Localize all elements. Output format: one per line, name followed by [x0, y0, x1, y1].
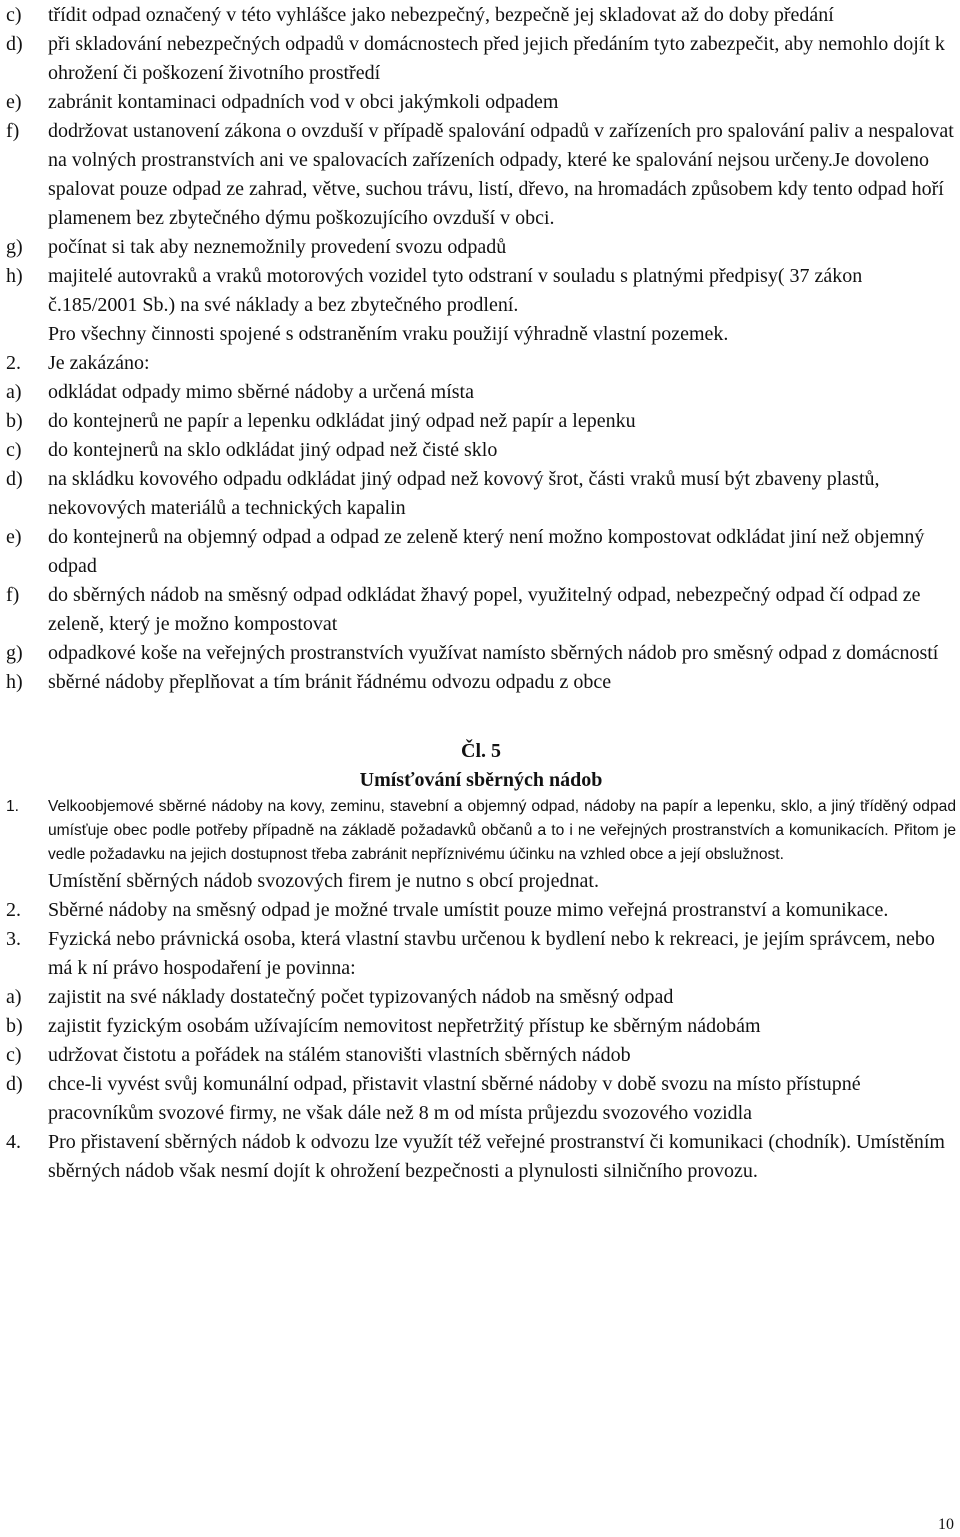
item-text: odkládat odpady mimo sběrné nádoby a určená místa — [48, 381, 474, 403]
list-item — [6, 668, 956, 697]
paragraph-text: Velkoobjemové sběrné nádoby na kovy, zeminu, stavební a objemný odpad, nádoby na papír a lepenku, sklo, a jiný tříděný odpad umísťuje obec podle potřeby případně na základě požadavků občanů a to i ne veřejných prostranstvích a komunikacích. Přitom je vedle požadavku na jejich dostupnost třeba zabránit nepříznivému účinku na vzhled obce a její obslužnost. — [48, 798, 956, 863]
paragraph-label: 3. — [6, 928, 21, 950]
item-text: zabránit kontaminaci odpadních vod v obci jakýmkoli odpadem — [48, 91, 559, 113]
article-title: Umísťování sběrných nádob — [359, 769, 603, 791]
item-label: c) — [6, 1044, 22, 1066]
paragraph-label: 1. — [6, 798, 20, 815]
item-label: e) — [6, 91, 22, 113]
item-text: třídit odpad označený v této vyhlášce jako nebezpečný, bezpečně jej skladovat až do doby předání — [48, 4, 834, 26]
list-item — [6, 1070, 956, 1128]
list-item — [6, 233, 956, 262]
item-text: zajistit fyzickým osobám užívajícím nemovitost nepřetržitý přístup ke sběrným nádobám — [48, 1015, 761, 1037]
item-label: h) — [6, 671, 23, 693]
list-item — [6, 378, 956, 407]
paragraph-text: Pro přistavení sběrných nádob k odvozu lze využít též veřejné prostranství či komunikaci (chodník). Umístěním sběrných nádob však nesmí dojít k ohrožení bezpečnosti a plynulosti silničního provozu. — [48, 1131, 945, 1182]
list-item — [6, 407, 956, 436]
item-text: do kontejnerů na sklo odkládat jiný odpad než čisté sklo — [48, 439, 498, 461]
forbidden-heading — [6, 349, 956, 378]
list-item — [6, 1012, 956, 1041]
item-label: e) — [6, 526, 22, 548]
list-item — [6, 1, 956, 30]
paragraph-1 — [6, 795, 956, 867]
item-text: do kontejnerů na objemný odpad a odpad ze zeleně který není možno kompostovat odkládat jiní než objemný odpad — [48, 526, 925, 577]
item-label: c) — [6, 439, 22, 461]
forbidden-title: Je zakázáno: — [48, 352, 150, 374]
paragraph-4 — [6, 1128, 956, 1186]
document-page — [6, 1, 956, 1186]
list-item — [6, 983, 956, 1012]
article-number: Čl. 5 — [461, 740, 501, 762]
item-text: do kontejnerů ne papír a lepenku odkládat jiný odpad než papír a lepenku — [48, 410, 636, 432]
item-text: udržovat čistotu a pořádek na stálém stanovišti vlastních sběrných nádob — [48, 1044, 631, 1066]
list-item — [6, 262, 956, 320]
paragraph-text: Sběrné nádoby na směsný odpad je možné trvale umístit pouze mimo veřejná prostranství a komunikace. — [48, 899, 889, 921]
item-text: chce-li vyvést svůj komunální odpad, přistavit vlastní sběrné nádoby v době svozu na místo přístupné pracovníkům svozové firmy, ne však dále než 8 m od místa průjezdu svozového vozidla — [48, 1073, 861, 1124]
list-item — [6, 88, 956, 117]
item-text: odpadkové koše na veřejných prostranstvích využívat namísto sběrných nádob pro směsný odpad z domácností — [48, 642, 939, 664]
paragraph-2 — [6, 896, 956, 925]
item-label: b) — [6, 410, 23, 432]
item-label: d) — [6, 468, 23, 490]
item-label: a) — [6, 986, 22, 1008]
item-label: f) — [6, 584, 20, 606]
paragraph-3 — [6, 925, 956, 983]
item-label: h) — [6, 265, 23, 287]
list-item — [6, 117, 956, 233]
item-text: sběrné nádoby přeplňovat a tím bránit řádnému odvozu odpadu z obce — [48, 671, 612, 693]
list-item — [6, 581, 956, 639]
page-number: 10 — [938, 1516, 954, 1533]
item-text: zajistit na své náklady dostatečný počet typizovaných nádob na směsný odpad — [48, 986, 674, 1008]
list-item — [6, 30, 956, 88]
item-text: při skladování nebezpečných odpadů v domácnostech před jejich předáním tyto zabezpečit, aby nemohlo dojít k ohrožení či poškození životního prostředí — [48, 33, 945, 84]
list-item — [6, 639, 956, 668]
list-item — [6, 1041, 956, 1070]
item-text: majitelé autovraků a vraků motorových vozidel tyto odstraní v souladu s platnými předpisy( 37 zákon č.185/2001 Sb.) na své náklady a bez zbytečného prodlení. — [48, 265, 863, 316]
item-label: d) — [6, 1073, 23, 1095]
list-item — [6, 436, 956, 465]
paragraph-label: 2. — [6, 899, 21, 921]
item-label: f) — [6, 120, 20, 142]
item-label: d) — [6, 33, 23, 55]
item-text: počínat si tak aby neznemožnily provedení svozu odpadů — [48, 236, 507, 258]
paragraph-text: Fyzická nebo právnická osoba, která vlastní stavbu určenou k bydlení nebo k rekreaci, je jejím správcem, nebo má k ní právo hospodaření je povinna: — [48, 928, 935, 979]
list-item — [6, 465, 956, 523]
item-text: dodržovat ustanovení zákona o ovzduší v případě spalování odpadů v zařízeních pro spalování paliv a nespalovat na volných prostranstvích ani ve spalovacích zařízeních odpady, které ke spalování nejsou určeny.Je dovoleno spalovat pouze odpad ze zahrad, větve, suchou trávu, listí, dřevo, na hromadách způsobem kdy tento odpad hoří plamenem bez zbytečného dýmu poškozujícího ovzduší v obci. — [48, 120, 954, 229]
list-item — [6, 523, 956, 581]
item-label: 2. — [6, 352, 21, 374]
item-label: g) — [6, 236, 23, 258]
vehicle-wreck-note: Pro všechny činnosti spojené s odstraněním vraku použijí výhradně vlastní pozemek. — [48, 323, 729, 345]
paragraph-label: 4. — [6, 1131, 21, 1153]
item-label: b) — [6, 1015, 23, 1037]
item-label: g) — [6, 642, 23, 664]
item-label: a) — [6, 381, 22, 403]
item-text: do sběrných nádob na směsný odpad odkládat žhavý popel, využitelný odpad, nebezpečný odpad čí odpad ze zeleně, který je možno kompostovat — [48, 584, 921, 635]
paragraph-1-extra: Umístění sběrných nádob svozových firem je nutno s obcí projednat. — [48, 870, 599, 892]
item-text: na skládku kovového odpadu odkládat jiný odpad než kovový šrot, části vraků musí být zbaveny plastů, nekovových materiálů a technických kapalin — [48, 468, 880, 519]
item-label: c) — [6, 4, 22, 26]
